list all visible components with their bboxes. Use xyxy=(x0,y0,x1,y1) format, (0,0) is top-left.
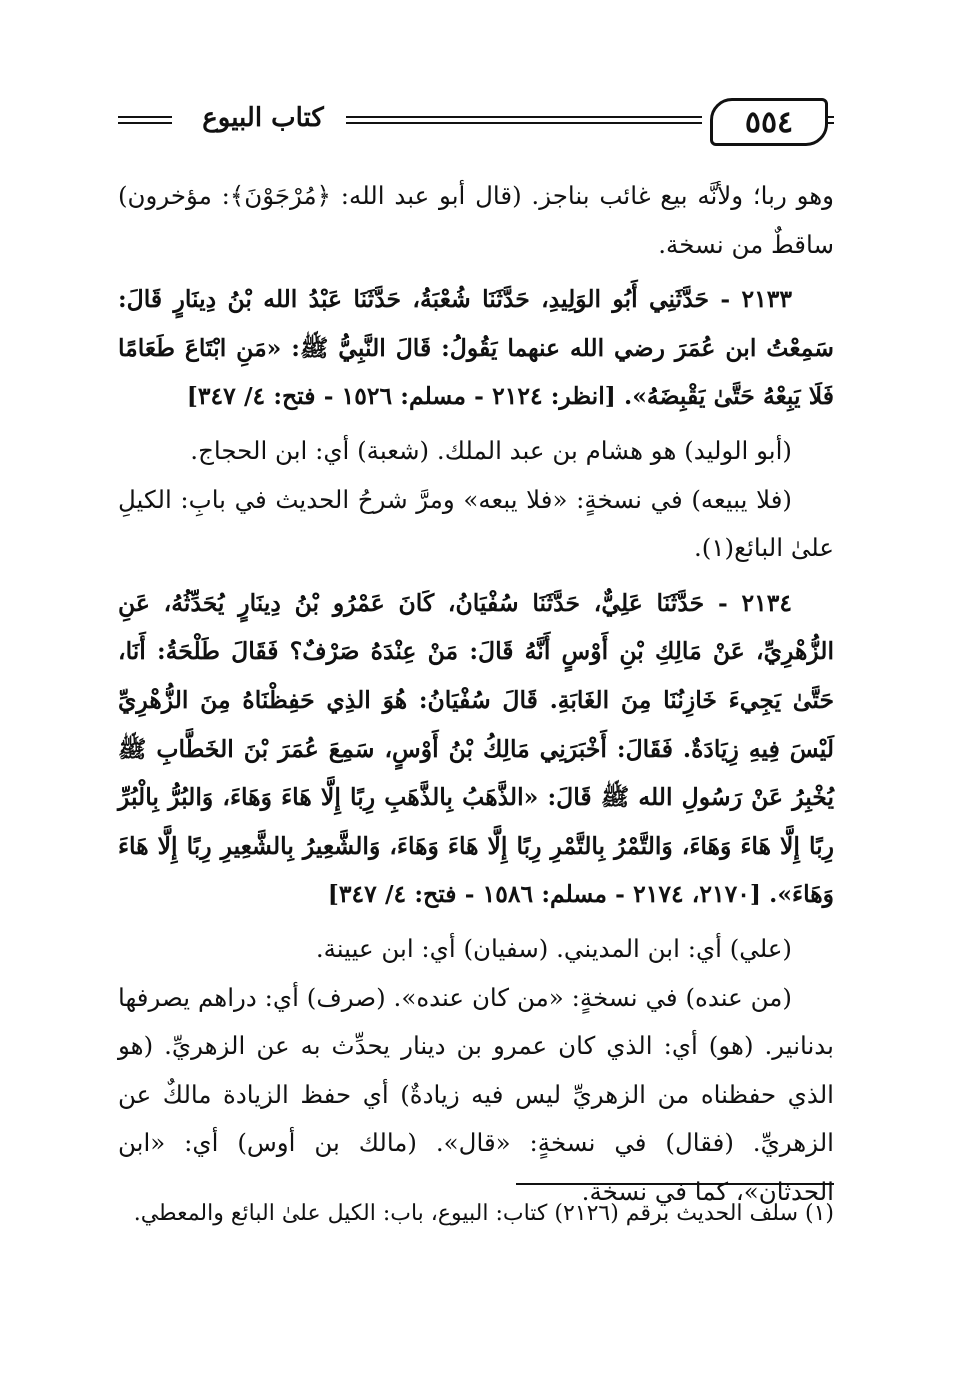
header-rule xyxy=(826,122,834,124)
header-rule xyxy=(118,122,172,124)
page-number: ٥٥٤ xyxy=(710,98,828,146)
commentary-paragraph: (أبو الوليد) هو هشام بن عبد الملك. (شعبة) أي: ابن الحجاج. xyxy=(190,435,792,465)
header-rule xyxy=(346,116,702,118)
footnotes xyxy=(118,1194,834,1234)
header-rule xyxy=(118,116,172,118)
hadith-paragraph: ٢١٣٣ - حَدَّثَنِي أَبُو الوَلِيدِ، حَدَّثَنَا شُعْبَةُ، حَدَّثَنَا عَبْدُ الله بْنُ دِينَارٍ قَالَ: سَمِعْتُ ابن عُمَرَ رضي الله عنهما يَقُولُ: قَالَ النَّبِيُّ ﷺ: «مَنِ ابْتَاعَ طَعَامًا فَلَا يَبِعْهُ حَتَّىٰ يَقْبِضَهُ». [انظر: ٢١٢٤ - مسلم: ١٥٢٦ - فتح: ٤/ ٣٤٧] xyxy=(118,285,834,411)
running-title: كتاب البيوع xyxy=(202,103,324,133)
commentary-paragraph: (من عنده) في نسخةٍ: «من كان عنده». (صرف) أي: دراهم يصرفها بدنانير. (هو) أي: الذي كان عمرو بن دينار يحدِّث به عن الزهريِّ. (هو الذي حفظناه من الزهريِّ ليس فيه زيادةٌ) أي حفظ الزيادة مالكٌ عن الزهريِّ. (فقال) في نسخةٍ: «قال». (مالك بن أوس) أي: «ابن الحدثان»، كما في نسخة. xyxy=(118,982,834,1206)
footnote: (١) سلف الحديث برقم (٢١٢٦) كتاب: البيوع، باب: الكيل علىٰ البائع والمعطي. xyxy=(133,1201,834,1226)
header-rule xyxy=(346,122,702,124)
header-rule xyxy=(826,116,834,118)
hadith-paragraph: ٢١٣٤ - حَدَّثَنَا عَلِيٌّ، حَدَّثَنَا سُفْيَانُ، كَانَ عَمْرُو بْنُ دِينَارٍ يُحَدِّثُهُ، عَنِ الزُّهْرِيِّ، عَنْ مَالِكِ بْنِ أَوْسٍ أَنَّهُ قَالَ: مَنْ عِنْدَهُ صَرْفٌ؟ فَقَالَ طَلْحَةُ: أَنَا، حَتَّىٰ يَجِيءَ خَازِنُنَا مِنَ الغَابَةِ. قَالَ سُفْيَانُ: هُوَ الذِي حَفِظْنَاهُ مِنَ الزُّهْرِيِّ لَيْسَ فِيهِ زِيَادَةٌ. فَقَالَ: أَخْبَرَنِي مَالِكُ بْنُ أَوْسٍ، سَمِعَ عُمَرَ بْنَ الخَطَّابِ ﷺ يُخْبِرُ عَنْ رَسُولِ الله ﷺ قَالَ: «الذَّهَبُ بِالذَّهَبِ رِبًا إِلَّا هَاءَ وَهَاءَ، وَالبُرُّ بِالْبُرِّ رِبًا إِلَّا هَاءَ وَهَاءَ، وَالتَّمْرُ بِالتَّمْرِ رِبًا إِلَّا هَاءَ وَهَاءَ، وَالشَّعِيرُ بِالشَّعِيرِ رِبًا إِلَّا هَاءَ وَهَاءَ». [٢١٧٠، ٢١٧٤ - مسلم: ١٥٨٦ - فتح: ٤/ ٣٤٧] xyxy=(118,588,834,909)
footnote-separator xyxy=(516,1183,834,1185)
commentary-paragraph: (علي) أي: ابن المديني. (سفيان) أي: ابن عيينة. xyxy=(315,933,792,963)
commentary-paragraph: (فلا يبيعه) في نسخةٍ: «فلا يبعه» ومرَّ شرحُ الحديث في بابِ: الكيلِ علىٰ البائع(١). xyxy=(118,484,834,563)
commentary-paragraph: وهو ربا؛ ولأنَّه بيع غائب بناجز. (قال أبو عبد الله: ﴿مُرْجَوْنَ﴾: مؤخرون) ساقطٌ من نسخة. xyxy=(118,181,834,259)
main-text xyxy=(118,172,834,1216)
page-header xyxy=(118,92,834,148)
